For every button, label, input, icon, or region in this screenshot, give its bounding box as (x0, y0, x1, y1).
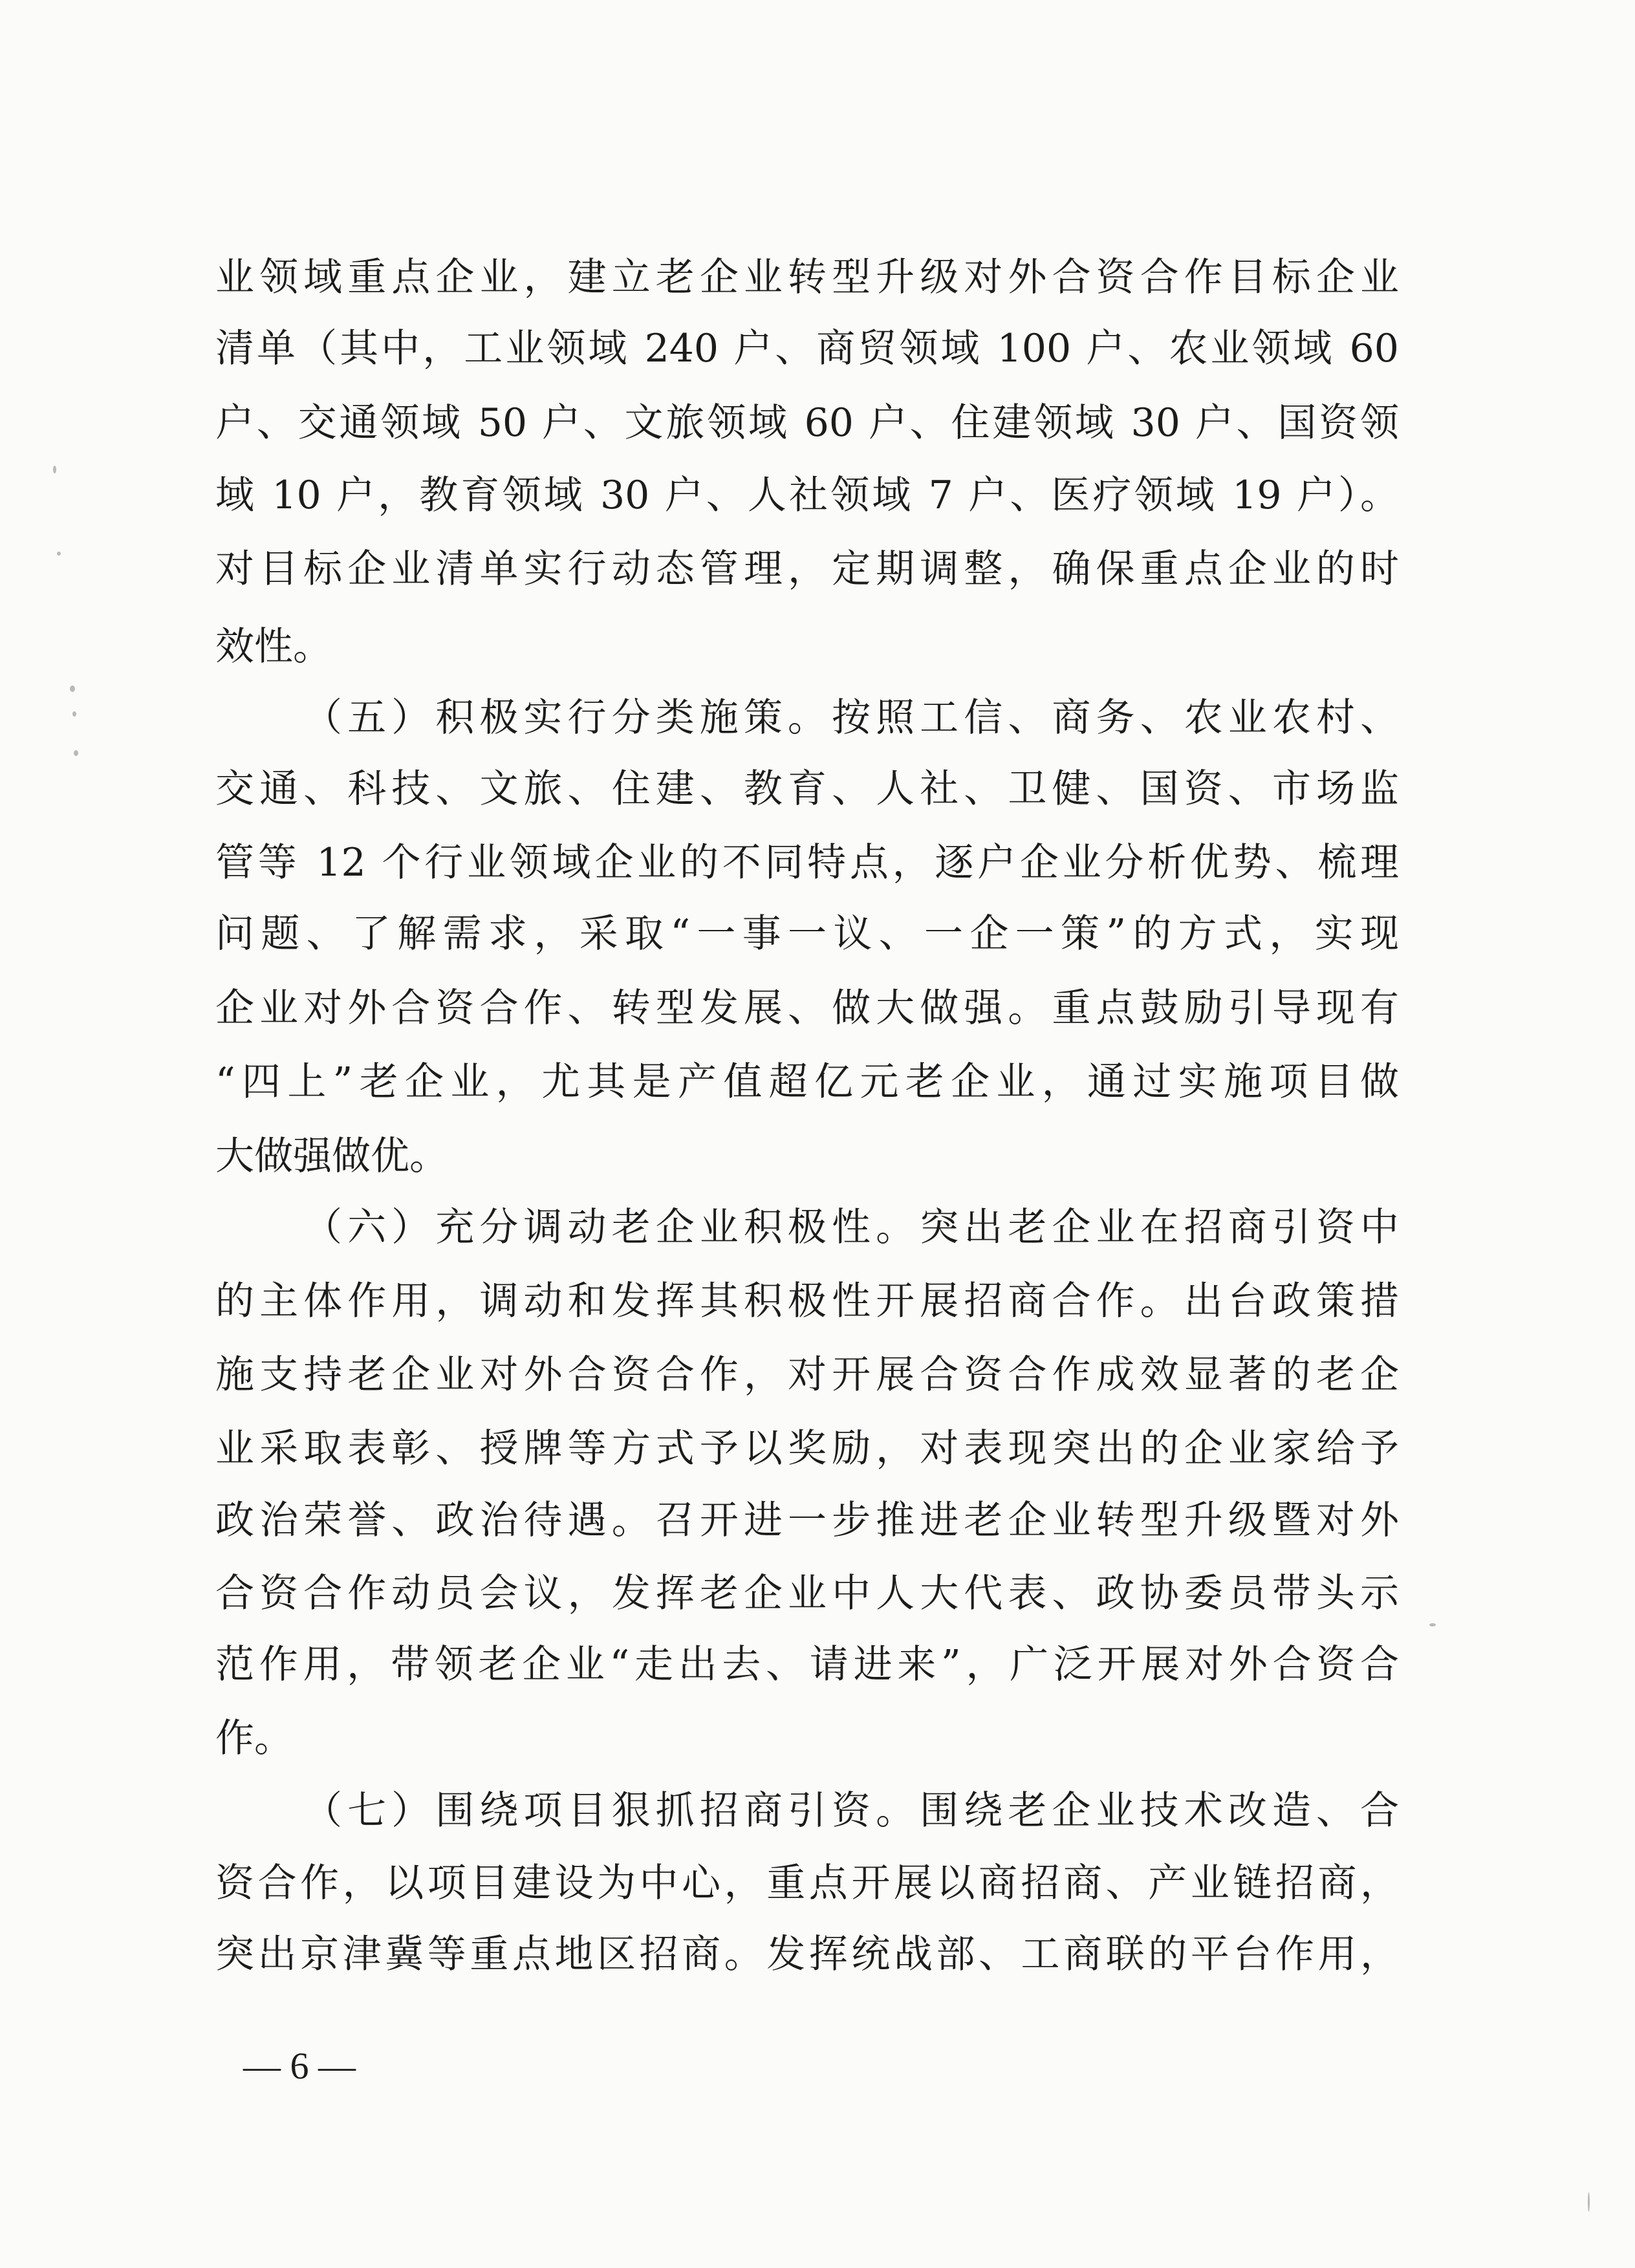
body-line-4: 域 10 户，教育领域 30 户、人社领域 7 户、医疗领域 19 户）。 (215, 473, 1399, 518)
scan-speck (74, 750, 78, 756)
body-line-3: 户、交通领域 50 户、文旅领域 60 户、住建领域 30 户、国资领 (215, 400, 1399, 446)
scan-speck (57, 552, 61, 556)
body-line-11: 企业对外合资合作、转型发展、做大做强。重点鼓励引导现有 (215, 986, 1399, 1031)
body-line-8: 交通、科技、文旅、住建、教育、人社、卫健、国资、市场监 (215, 766, 1399, 812)
body-line-24: 突出京津冀等重点地区招商。发挥统战部、工商联的平台作用， (215, 1932, 1399, 1977)
section-five-heading-line: （五）积极实行分类施策。按照工信、商务、农业农村、 (303, 695, 1399, 740)
body-line-1: 业领域重点企业，建立老企业转型升级对外合资合作目标企业 (215, 255, 1399, 300)
body-line-5: 对目标企业清单实行动态管理，定期调整，确保重点企业的时 (215, 546, 1399, 592)
body-line-9: 管等 12 个行业领域企业的不同特点，逐户企业分析优势、梳理 (215, 840, 1399, 885)
body-line-20: 范作用，带领老企业“走出去、请进来”，广泛开展对外合资合 (215, 1642, 1399, 1687)
scan-speck (72, 711, 76, 717)
section-seven-heading-line: （七）围绕项目狠抓招商引资。围绕老企业技术改造、合 (303, 1788, 1399, 1833)
body-line-12: “四上”老企业，尤其是产值超亿元老企业，通过实施项目做 (215, 1059, 1399, 1105)
scan-speck (53, 466, 56, 473)
scan-speck (70, 686, 75, 692)
body-line-21: 作。 (215, 1716, 293, 1761)
body-line-10: 问题、了解需求，采取“一事一议、一企一策”的方式，实现 (215, 911, 1399, 956)
page-number: — 6 — (243, 2045, 356, 2087)
body-line-23: 资合作，以项目建设为中心，重点开展以商招商、产业链招商， (215, 1861, 1399, 1906)
body-line-16: 施支持老企业对外合资合作，对开展合资合作成效显著的老企 (215, 1352, 1399, 1398)
body-line-17: 业采取表彰、授牌等方式予以奖励，对表现突出的企业家给予 (215, 1426, 1399, 1471)
section-six-heading-line: （六）充分调动老企业积极性。突出老企业在招商引资中 (303, 1205, 1399, 1250)
body-line-15: 的主体作用，调动和发挥其积极性开展招商合作。出台政策措 (215, 1279, 1399, 1324)
body-line-13: 大做强做优。 (215, 1134, 448, 1179)
body-line-6: 效性。 (215, 624, 332, 669)
body-line-18: 政治荣誉、政治待遇。召开进一步推进老企业转型升级暨对外 (215, 1498, 1399, 1543)
scan-speck (1429, 1623, 1436, 1626)
body-line-19: 合资合作动员会议，发挥老企业中人大代表、政协委员带头示 (215, 1571, 1399, 1616)
scan-speck (1588, 2192, 1590, 2212)
body-line-2: 清单（其中，工业领域 240 户、商贸领域 100 户、农业领域 60 (215, 326, 1399, 371)
